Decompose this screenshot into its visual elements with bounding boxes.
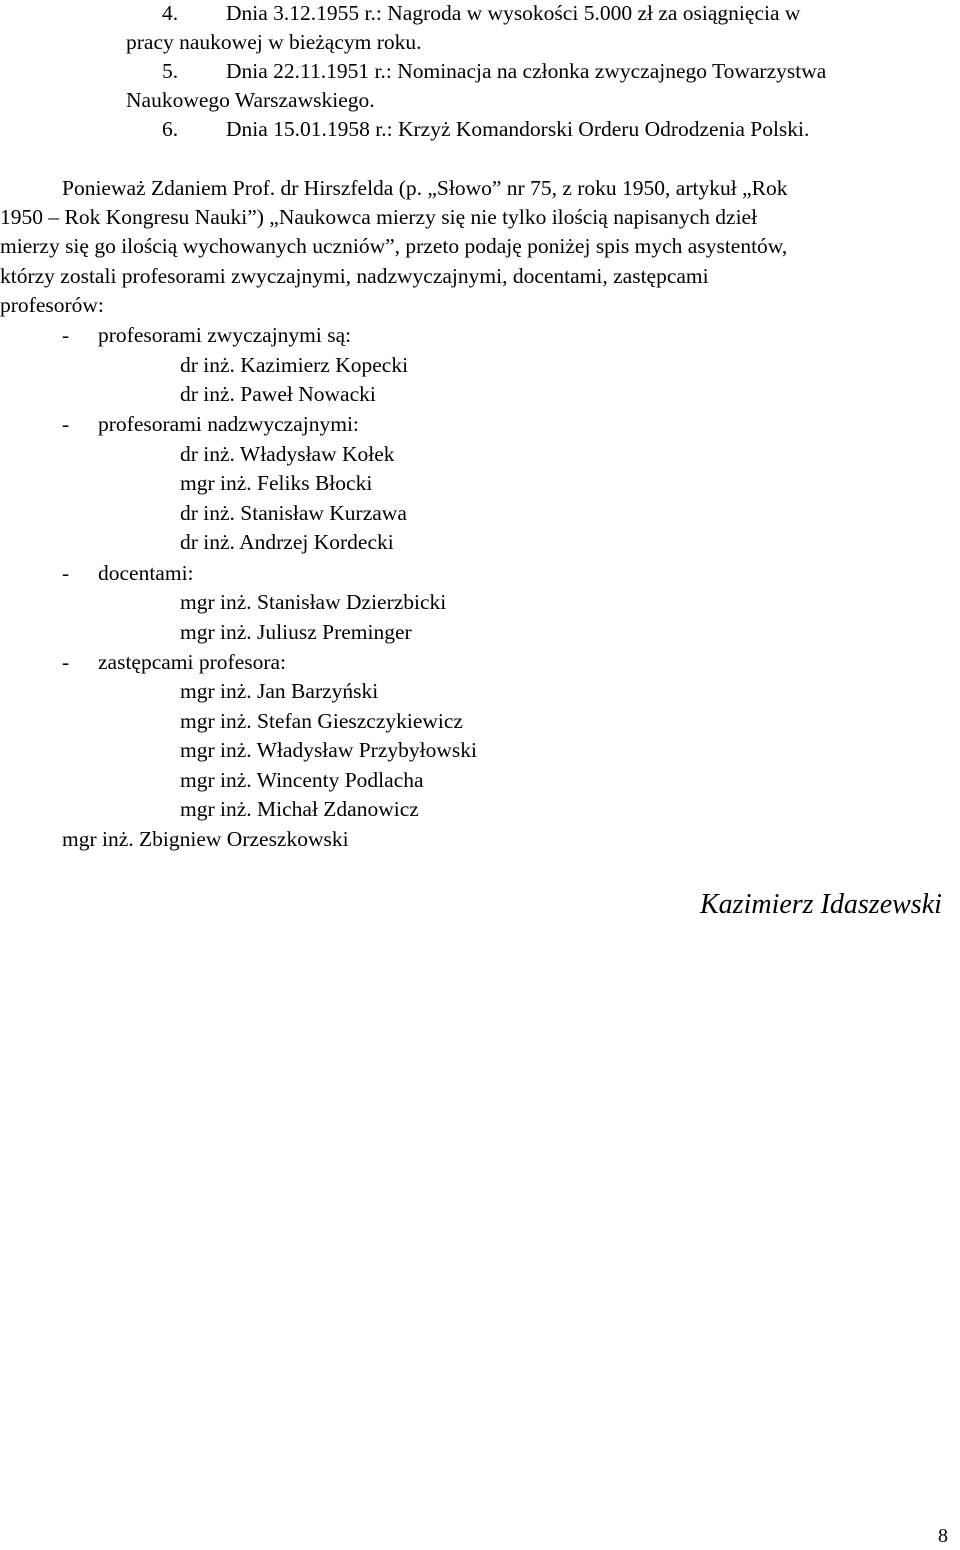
group-heading: zastępcami profesora: — [98, 650, 287, 674]
award-text: Dnia 3.12.1955 r.: Nagroda w wysokości 5.000 zł za osiągnięcia w — [226, 1, 801, 25]
award-number: 6. — [162, 117, 179, 141]
group-heading: profesorami nadzwyczajnymi: — [98, 412, 359, 436]
group-heading: docentami: — [98, 561, 194, 585]
name-item: mgr inż. Wincenty Podlacha — [180, 768, 424, 792]
name-item: mgr inż. Michał Zdanowicz — [180, 797, 419, 821]
name-item: mgr inż. Jan Barzyński — [180, 679, 379, 703]
page-number: 8 — [938, 1525, 948, 1547]
award-number: 4. — [162, 1, 179, 25]
award-number: 5. — [162, 59, 179, 83]
list-bullet: - — [62, 561, 70, 585]
name-item: mgr inż. Stanisław Dzierzbicki — [180, 590, 447, 614]
paragraph-line: 1950 – Rok Kongresu Nauki”) „Naukowca mierzy się nie tylko ilością napisanych dzieł — [0, 205, 758, 229]
paragraph-line: profesorów: — [0, 293, 104, 317]
paragraph-line: którzy zostali profesorami zwyczajnymi, nadzwyczajnymi, docentami, zastępcami — [0, 264, 709, 288]
list-bullet: - — [62, 412, 70, 436]
paragraph-line: Ponieważ Zdaniem Prof. dr Hirszfelda (p. „Słowo” nr 75, z roku 1950, artykuł „Rok — [62, 176, 788, 200]
name-item: dr inż. Andrzej Kordecki — [180, 530, 394, 554]
award-text: Naukowego Warszawskiego. — [126, 88, 375, 112]
paragraph-line: mierzy się go ilością wychowanych uczniów”, przeto podaję poniżej spis mych asystentów, — [0, 234, 788, 258]
name-item: mgr inż. Feliks Błocki — [180, 471, 373, 495]
name-item: dr inż. Paweł Nowacki — [180, 382, 376, 406]
name-item: mgr inż. Zbigniew Orzeszkowski — [62, 827, 349, 851]
name-item: mgr inż. Juliusz Preminger — [180, 620, 412, 644]
group-heading: profesorami zwyczajnymi są: — [98, 323, 352, 347]
award-text: Dnia 15.01.1958 r.: Krzyż Komandorski Orderu Odrodzenia Polski. — [226, 117, 810, 141]
list-bullet: - — [62, 650, 70, 674]
award-text: Dnia 22.11.1951 r.: Nominacja na członka zwyczajnego Towarzystwa — [226, 59, 827, 83]
award-text: pracy naukowej w bieżącym roku. — [126, 30, 422, 54]
signature: Kazimierz Idaszewski — [700, 889, 942, 920]
name-item: dr inż. Władysław Kołek — [180, 442, 395, 466]
name-item: mgr inż. Władysław Przybyłowski — [180, 738, 477, 762]
name-item: mgr inż. Stefan Gieszczykiewicz — [180, 709, 463, 733]
name-item: dr inż. Stanisław Kurzawa — [180, 501, 407, 525]
list-bullet: - — [62, 323, 70, 347]
name-item: dr inż. Kazimierz Kopecki — [180, 353, 409, 377]
